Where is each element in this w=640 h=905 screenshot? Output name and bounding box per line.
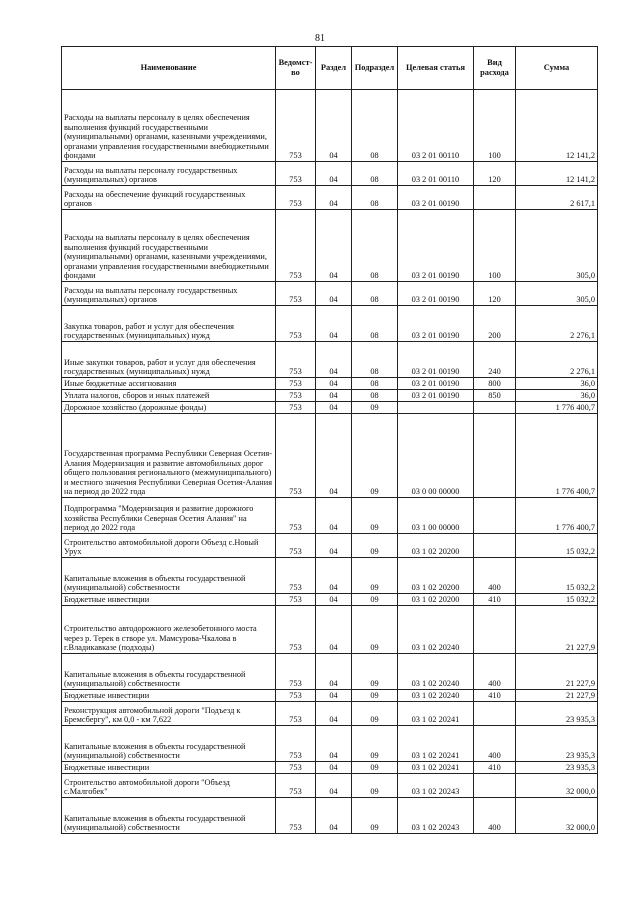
cell-dept: 753 [276,774,316,798]
cell-sum: 12 141,2 [516,162,598,186]
cell-dept: 753 [276,342,316,378]
cell-target: 03 2 01 00190 [398,390,474,402]
cell-target [398,402,474,414]
cell-target: 03 1 00 00000 [398,498,474,534]
cell-sum: 2 617,1 [516,186,598,210]
table-row [62,498,598,534]
cell-name: Дорожное хозяйство (дорожные фонды) [62,402,276,414]
table-row [62,774,598,798]
cell-dept: 753 [276,282,316,306]
cell-section: 04 [316,282,352,306]
cell-section: 04 [316,798,352,834]
cell-target: 03 1 02 20240 [398,690,474,702]
cell-subsection: 09 [352,414,398,498]
table-row [62,654,598,690]
table-header-row [62,47,598,90]
cell-sum: 32 000,0 [516,798,598,834]
cell-target: 03 0 00 00000 [398,414,474,498]
cell-subsection: 09 [352,798,398,834]
cell-section: 04 [316,390,352,402]
cell-type [474,186,516,210]
header-type: Вид расхода [474,47,516,90]
table-row [62,798,598,834]
cell-name: Реконструкция автомобильной дороги "Подъезд к Бремсбергу", км 0,0 - км 7,622 [62,702,276,726]
cell-subsection: 09 [352,402,398,414]
table-row [62,90,598,162]
cell-subsection: 09 [352,774,398,798]
cell-target: 03 2 01 00190 [398,378,474,390]
cell-subsection: 08 [352,378,398,390]
cell-target: 03 1 02 20243 [398,774,474,798]
cell-dept: 753 [276,306,316,342]
cell-subsection: 08 [352,210,398,282]
header-sum: Сумма [516,47,598,90]
table-row [62,162,598,186]
cell-subsection: 09 [352,654,398,690]
cell-dept: 753 [276,726,316,762]
cell-section: 04 [316,306,352,342]
cell-type: 100 [474,210,516,282]
cell-sum: 23 935,3 [516,702,598,726]
cell-section: 04 [316,498,352,534]
cell-section: 04 [316,762,352,774]
cell-target: 03 2 01 00110 [398,90,474,162]
cell-name: Подпрограмма "Модернизация и развитие дорожного хозяйства Республики Северная Осетия Алания" на период до 2022 года [62,498,276,534]
table-row [62,702,598,726]
cell-sum: 2 276,1 [516,342,598,378]
cell-name: Капитальные вложения в объекты государственной (муниципальной) собственности [62,654,276,690]
cell-target: 03 1 02 20200 [398,558,474,594]
cell-target: 03 2 01 00190 [398,282,474,306]
cell-type: 200 [474,306,516,342]
cell-type [474,498,516,534]
cell-subsection: 09 [352,702,398,726]
cell-type: 410 [474,594,516,606]
cell-type: 800 [474,378,516,390]
cell-dept: 753 [276,402,316,414]
cell-sum: 15 032,2 [516,534,598,558]
cell-name: Государственная программа Республики Северная Осетия-Алания Модернизация и развитие автомобильных дорог общего пользования регионального (межмуниципального) и местного значения Республики Северная Осетия-Алания на период до 2022 года [62,414,276,498]
cell-section: 04 [316,402,352,414]
cell-target: 03 1 02 20240 [398,654,474,690]
cell-name: Капитальные вложения в объекты государственной (муниципальной) собственности [62,558,276,594]
cell-subsection: 08 [352,306,398,342]
cell-target: 03 1 02 20241 [398,762,474,774]
table-row [62,378,598,390]
cell-type: 400 [474,558,516,594]
cell-sum: 305,0 [516,282,598,306]
header-target: Целевая статья [398,47,474,90]
cell-dept: 753 [276,498,316,534]
table-row [62,306,598,342]
cell-dept: 753 [276,594,316,606]
cell-target: 03 1 02 20240 [398,606,474,654]
cell-name: Закупка товаров, работ и услуг для обеспечения государственных (муниципальных) нужд [62,306,276,342]
cell-section: 04 [316,162,352,186]
cell-sum: 1 776 400,7 [516,414,598,498]
table-row [62,594,598,606]
cell-sum: 21 227,9 [516,690,598,702]
cell-section: 04 [316,690,352,702]
cell-dept: 753 [276,798,316,834]
cell-subsection: 08 [352,390,398,402]
cell-dept: 753 [276,558,316,594]
cell-dept: 753 [276,690,316,702]
cell-sum: 1 776 400,7 [516,402,598,414]
cell-target: 03 1 02 20200 [398,594,474,606]
cell-section: 04 [316,774,352,798]
cell-type: 240 [474,342,516,378]
cell-type [474,774,516,798]
page-number: 81 [315,33,325,44]
header-dept: Ведомст- во [276,47,316,90]
cell-subsection: 09 [352,690,398,702]
cell-type: 100 [474,90,516,162]
cell-sum: 32 000,0 [516,774,598,798]
cell-sum: 36,0 [516,378,598,390]
cell-type: 400 [474,798,516,834]
cell-target: 03 2 01 00190 [398,342,474,378]
cell-type [474,402,516,414]
cell-target: 03 2 01 00190 [398,306,474,342]
cell-target: 03 2 01 00190 [398,186,474,210]
cell-section: 04 [316,606,352,654]
cell-dept: 753 [276,534,316,558]
cell-subsection: 08 [352,282,398,306]
cell-type [474,534,516,558]
cell-type: 120 [474,282,516,306]
cell-name: Расходы на выплаты персоналу государственных (муниципальных) органов [62,162,276,186]
cell-section: 04 [316,558,352,594]
cell-section: 04 [316,702,352,726]
table-row [62,390,598,402]
cell-type: 120 [474,162,516,186]
cell-sum: 305,0 [516,210,598,282]
cell-sum: 15 032,2 [516,558,598,594]
cell-name: Расходы на выплаты персоналу государственных (муниципальных) органов [62,282,276,306]
cell-dept: 753 [276,378,316,390]
cell-target: 03 2 01 00110 [398,162,474,186]
cell-subsection: 09 [352,762,398,774]
cell-subsection: 08 [352,90,398,162]
cell-section: 04 [316,210,352,282]
cell-name: Бюджетные инвестиции [62,690,276,702]
table-row [62,342,598,378]
cell-target: 03 1 02 20243 [398,798,474,834]
table-row [62,402,598,414]
cell-section: 04 [316,414,352,498]
cell-subsection: 08 [352,162,398,186]
cell-name: Бюджетные инвестиции [62,594,276,606]
table-row [62,414,598,498]
cell-target: 03 2 01 00190 [398,210,474,282]
cell-section: 04 [316,90,352,162]
cell-type: 410 [474,690,516,702]
cell-subsection: 08 [352,186,398,210]
cell-sum: 2 276,1 [516,306,598,342]
budget-table [61,46,598,834]
cell-dept: 753 [276,414,316,498]
cell-dept: 753 [276,606,316,654]
cell-section: 04 [316,342,352,378]
cell-sum: 21 227,9 [516,606,598,654]
cell-subsection: 09 [352,594,398,606]
cell-name: Иные бюджетные ассигнования [62,378,276,390]
cell-name: Строительство автомобильной дороги "Объезд с.Малгобек" [62,774,276,798]
header-subsection: Подраздел [352,47,398,90]
cell-type: 410 [474,762,516,774]
cell-name: Капитальные вложения в объекты государственной (муниципальной) собственности [62,726,276,762]
cell-name: Расходы на выплаты персоналу в целях обеспечения выполнения функций государственными (муниципальными) органами, казенными учреждениями, органами управления государственными внебюджетными фондами [62,210,276,282]
cell-sum: 12 141,2 [516,90,598,162]
cell-dept: 753 [276,186,316,210]
cell-type: 400 [474,654,516,690]
cell-type: 850 [474,390,516,402]
cell-name: Строительство автомобильной дороги Объезд с.Новый Урух [62,534,276,558]
cell-name: Бюджетные инвестиции [62,762,276,774]
cell-target: 03 1 02 20200 [398,534,474,558]
cell-sum: 36,0 [516,390,598,402]
table-row [62,210,598,282]
header-name: Наименование [62,47,276,90]
cell-type [474,606,516,654]
table-row [62,282,598,306]
cell-section: 04 [316,186,352,210]
table-row [62,534,598,558]
cell-name: Уплата налогов, сборов и иных платежей [62,390,276,402]
cell-subsection: 09 [352,534,398,558]
cell-dept: 753 [276,702,316,726]
cell-section: 04 [316,378,352,390]
table-row [62,690,598,702]
cell-section: 04 [316,654,352,690]
cell-sum: 1 776 400,7 [516,498,598,534]
cell-section: 04 [316,534,352,558]
table-row [62,606,598,654]
cell-dept: 753 [276,654,316,690]
cell-name: Расходы на выплаты персоналу в целях обеспечения выполнения функций государственными (муниципальными) органами, казенными учреждениями, органами управления государственными внебюджетными фондами [62,90,276,162]
cell-dept: 753 [276,90,316,162]
cell-sum: 15 032,2 [516,594,598,606]
table-row [62,558,598,594]
cell-name: Иные закупки товаров, работ и услуг для обеспечения государственных (муниципальных) нужд [62,342,276,378]
cell-dept: 753 [276,762,316,774]
cell-name: Капитальные вложения в объекты государственной (муниципальной) собственности [62,798,276,834]
cell-target: 03 1 02 20241 [398,702,474,726]
cell-type [474,414,516,498]
table-row [62,762,598,774]
cell-dept: 753 [276,210,316,282]
cell-sum: 23 935,3 [516,762,598,774]
cell-type: 400 [474,726,516,762]
cell-sum: 23 935,3 [516,726,598,762]
table-row [62,186,598,210]
cell-dept: 753 [276,162,316,186]
cell-name: Расходы на обеспечение функций государственных органов [62,186,276,210]
cell-section: 04 [316,594,352,606]
cell-name: Строительство автодорожного железобетонного моста через р. Терек в створе ул. Мамсурова-Чкалова в г.Владикавказе (подходы) [62,606,276,654]
header-section: Раздел [316,47,352,90]
cell-target: 03 1 02 20241 [398,726,474,762]
cell-subsection: 09 [352,558,398,594]
cell-sum: 21 227,9 [516,654,598,690]
table-row [62,726,598,762]
cell-dept: 753 [276,390,316,402]
cell-subsection: 08 [352,342,398,378]
cell-subsection: 09 [352,498,398,534]
cell-section: 04 [316,726,352,762]
cell-subsection: 09 [352,606,398,654]
cell-type [474,702,516,726]
cell-subsection: 09 [352,726,398,762]
